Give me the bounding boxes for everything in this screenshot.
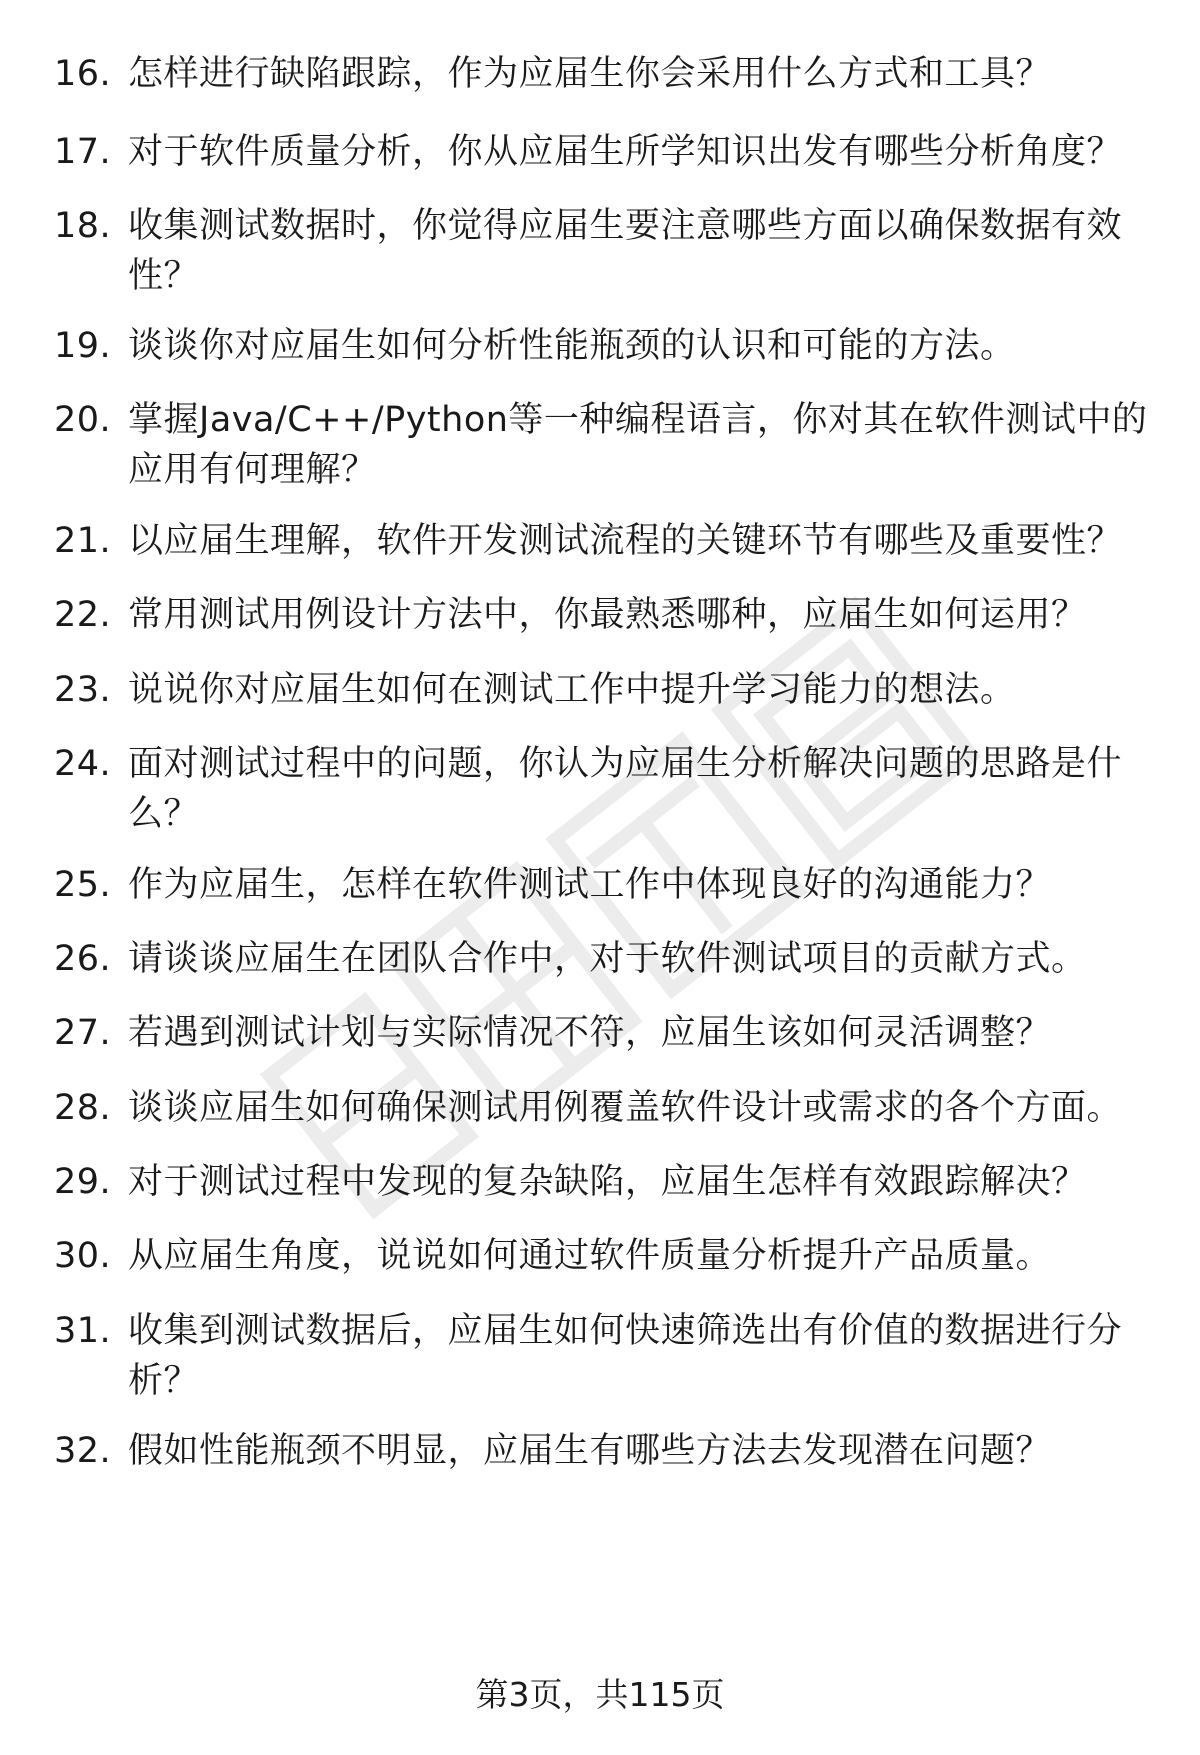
question-text: 从应届生角度，说说如何通过软件质量分析提升产品质量。	[128, 1236, 1052, 1276]
question-number: 19.	[54, 326, 112, 366]
question-text: 对于测试过程中发现的复杂缺陷，应届生怎样有效跟踪解决？	[128, 1162, 1087, 1202]
question-number: 27.	[54, 1013, 112, 1053]
question-number: 18.	[54, 206, 112, 246]
question-text: 作为应届生，怎样在软件测试工作中体现良好的沟通能力？	[128, 865, 1052, 905]
question-text: 对于软件质量分析，你从应届生所学知识出发有哪些分析角度？	[128, 132, 1123, 172]
question-number: 21.	[54, 521, 112, 561]
question-number: 17.	[54, 132, 112, 172]
page-footer: 第3页，共115页	[475, 1675, 725, 1714]
question-text: 常用测试用例设计方法中，你最熟悉哪种，应届生如何运用？	[128, 595, 1087, 635]
question-text: 怎样进行缺陷跟踪，作为应届生你会采用什么方式和工具？	[128, 54, 1052, 94]
question-text: 说说你对应届生如何在测试工作中提升学习能力的想法。	[128, 670, 1016, 710]
question-text: 以应届生理解，软件开发测试流程的关键环节有哪些及重要性？	[128, 521, 1123, 561]
question-number: 25.	[54, 865, 112, 905]
question-number: 20.	[54, 400, 112, 440]
question-text: 假如性能瓶颈不明显，应届生有哪些方法去发现潜在问题？	[128, 1431, 1052, 1471]
question-text: 面对测试过程中的问题，你认为应届生分析解决问题的思路是什么？	[128, 744, 1123, 834]
question-text: 收集测试数据时，你觉得应届生要注意哪些方面以确保数据有效性？	[128, 206, 1123, 296]
question-number: 28.	[54, 1088, 112, 1128]
question-text: 若遇到测试计划与实际情况不符，应届生该如何灵活调整？	[128, 1013, 1052, 1053]
question-number: 30.	[54, 1236, 112, 1276]
question-text: 谈谈你对应届生如何分析性能瓶颈的认识和可能的方法。	[128, 326, 1016, 366]
question-number: 22.	[54, 595, 112, 635]
question-text: 掌握Java/C++/Python等一种编程语言，你对其在软件测试中的应用有何理解？	[128, 400, 1148, 490]
question-text: 请谈谈应届生在团队合作中，对于软件测试项目的贡献方式。	[128, 939, 1087, 979]
question-number: 31.	[54, 1311, 112, 1351]
question-number: 23.	[54, 670, 112, 710]
question-text: 谈谈应届生如何确保测试用例覆盖软件设计或需求的各个方面。	[128, 1088, 1123, 1128]
question-number: 29.	[54, 1162, 112, 1202]
question-number: 26.	[54, 939, 112, 979]
question-number: 16.	[54, 54, 112, 94]
question-number: 32.	[54, 1431, 112, 1471]
question-text: 收集到测试数据后，应届生如何快速筛选出有价值的数据进行分析？	[128, 1311, 1123, 1401]
question-number: 24.	[54, 744, 112, 784]
